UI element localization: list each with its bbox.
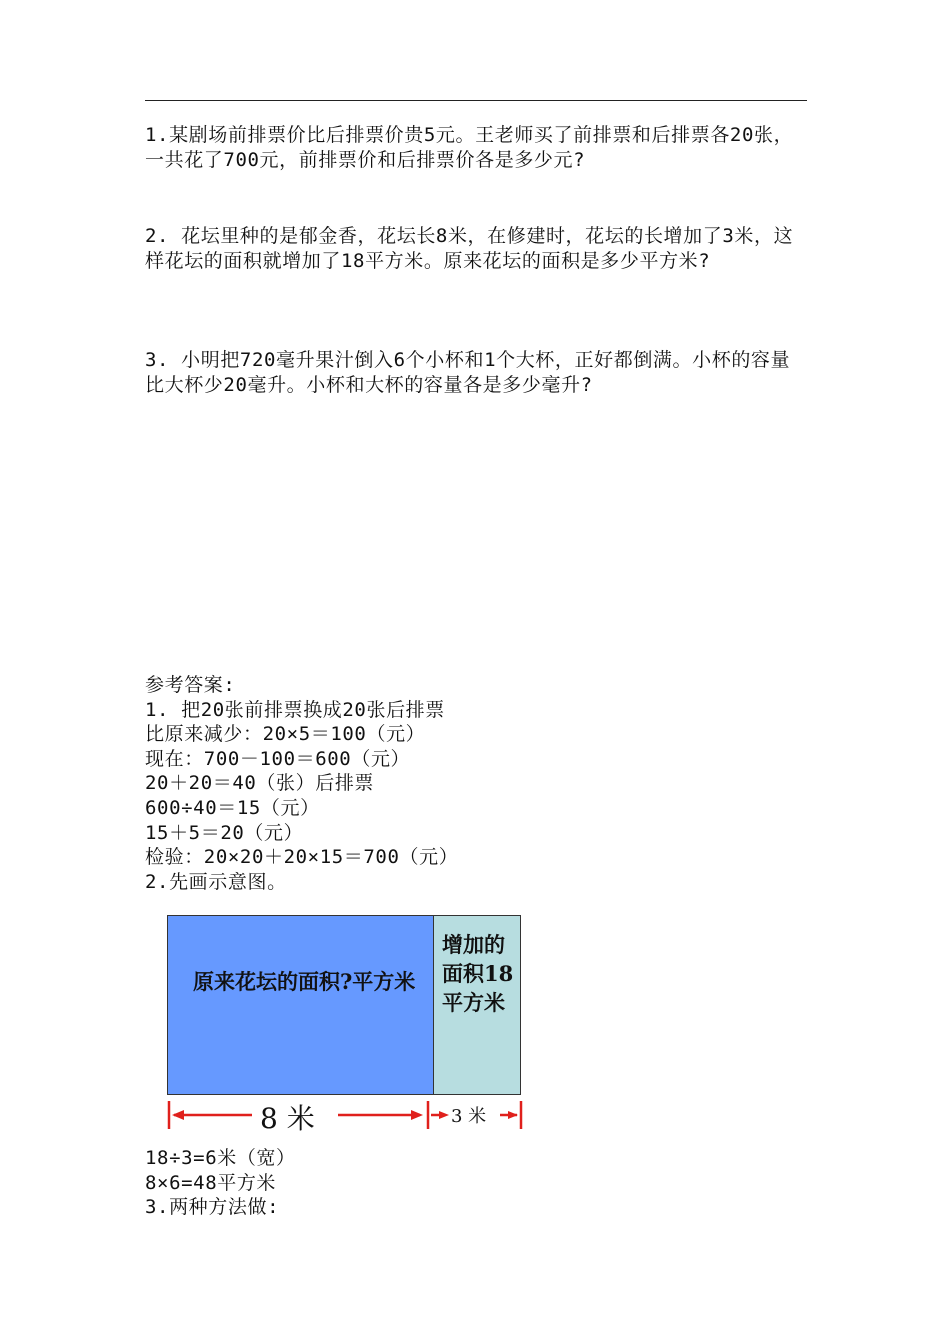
question-1: 1.某剧场前排票价比后排票价贵5元。王老师买了前排票和后排票各20张，一共花了700元，前排票价和后排票价各是多少元? <box>145 124 794 171</box>
length-label: 8 米 <box>260 1102 315 1134</box>
question-2: 2. 花坛里种的是郁金香，花坛长8米，在修建时，花坛的长增加了3米，这样花坛的面积就增加了18平方米。原来花坛的面积是多少平方米? <box>145 225 794 272</box>
answer-line: 比原来减少：20×5＝100（元） <box>145 723 426 746</box>
answer-line: 8×6=48平方米 <box>145 1171 277 1194</box>
original-area-box <box>167 915 434 1095</box>
answer-section <box>145 673 765 894</box>
ext-arrowhead-right <box>508 1111 518 1119</box>
added-area-label: 增加的面积18平方米 <box>442 932 514 1015</box>
answer-line: 3.两种方法做: <box>145 1196 280 1219</box>
dimension-arrows <box>160 1098 530 1134</box>
answer-line: 检验：20×20＋20×15＝700（元） <box>145 846 459 869</box>
answer-line: 2.先画示意图。 <box>145 870 287 893</box>
top-rule <box>145 100 807 101</box>
answer-line: 现在：700－100＝600（元） <box>145 747 411 770</box>
answer-line: 1. 把20张前排票换成20张后排票 <box>145 698 445 721</box>
question-3: 3. 小明把720毫升果汁倒入6个小杯和1个大杯，正好都倒满。小杯的容量比大杯少20毫升。小杯和大杯的容量各是多少毫升? <box>145 349 791 396</box>
extension-label: 3 米 <box>451 1106 487 1127</box>
answer-line: 20＋20＝40（张）后排票 <box>145 772 375 795</box>
length-arrowhead-right <box>411 1110 423 1120</box>
answer-heading: 参考答案: <box>145 674 236 696</box>
answer-section-continued <box>145 1146 765 1220</box>
original-area-label: 原来花坛的面积?平方米 <box>193 969 416 994</box>
answer-line: 600÷40＝15（元） <box>145 796 320 819</box>
flowerbed-diagram <box>160 910 530 1135</box>
ext-arrowhead-left <box>439 1111 449 1119</box>
answer-line: 18÷3=6米（宽） <box>145 1147 296 1169</box>
answer-line: 15＋5＝20（元） <box>145 821 304 844</box>
length-arrowhead-left <box>172 1110 184 1120</box>
added-area-box <box>434 915 521 1095</box>
